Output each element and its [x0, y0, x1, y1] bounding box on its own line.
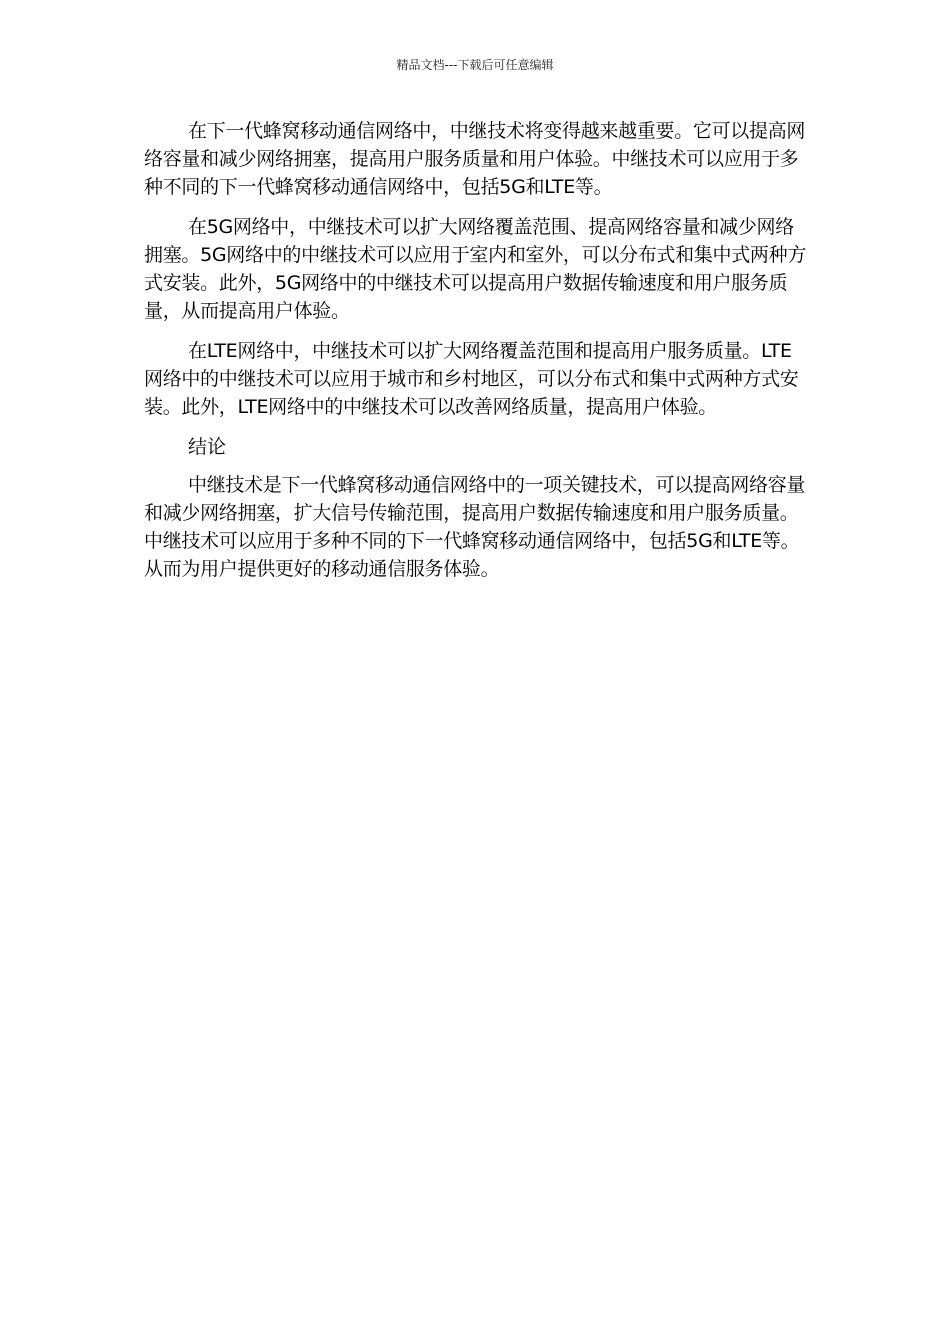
paragraph-5g: 在5G网络中，中继技术可以扩大网络覆盖范围、提高网络容量和减少网络拥塞。5G网络中的中继技术可以应用于室内和室外，可以分布式和集中式两种方式安装。此外，5G网络中的中继技术可以提高用户数据传输速度和用户服务质量，从而提高用户体验。 [144, 216, 807, 322]
document-body [144, 117, 806, 595]
paragraph-lte: 在LTE网络中，中继技术可以扩大网络覆盖范围和提高用户服务质量。LTE网络中的中继技术可以应用于城市和乡村地区，可以分布式和集中式两种方式安装。此外，LTE网络中的中继技术可以改善网络质量，提高用户体验。 [144, 340, 799, 418]
paragraph-conclusion: 中继技术是下一代蜂窝移动通信网络中的一项关键技术，可以提高网络容量和减少网络拥塞，扩大信号传输范围，提高用户数据传输速度和用户服务质量。中继技术可以应用于多种不同的下一代蜂窝移动通信网络中，包括5G和LTE等。从而为用户提供更好的移动通信服务体验。 [144, 474, 806, 580]
page-header: 精品文档---下载后可任意编辑 [396, 58, 554, 72]
conclusion-heading: 结论 [188, 436, 227, 458]
paragraph-intro: 在下一代蜂窝移动通信网络中，中继技术将变得越来越重要。它可以提高网络容量和减少网络拥塞，提高用户服务质量和用户体验。中继技术可以应用于多种不同的下一代蜂窝移动通信网络中，包括5G和LTE等。 [144, 120, 806, 198]
